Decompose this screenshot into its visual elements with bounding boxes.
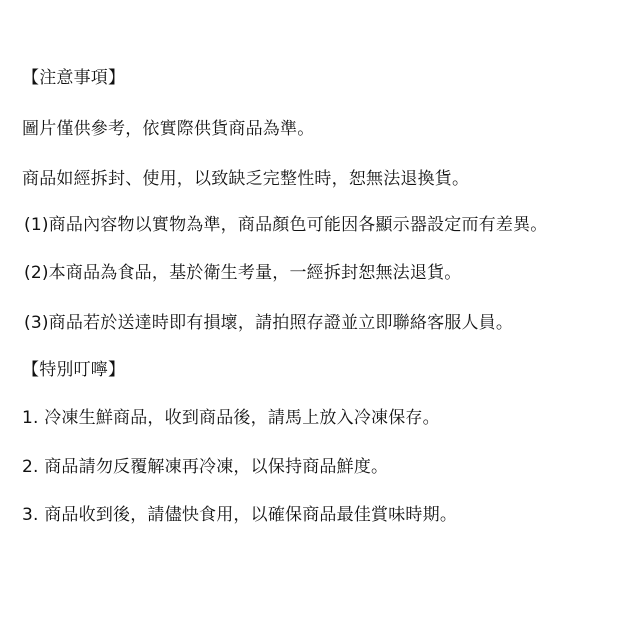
reminder-item-2: 2. 商品請勿反覆解凍再冷凍，以保持商品鮮度。 [22,457,389,477]
notice-item-2-food-hygiene: (2)本商品為食品，基於衛生考量，一經拆封恕無法退貨。 [24,263,462,283]
notice-item-1-contents: (1)商品內容物以實物為準，商品顏色可能因各顯示器設定而有差異。 [24,215,548,235]
notice-item-3-damage: (3)商品若於送達時即有損壞，請拍照存證並立即聯絡客服人員。 [24,313,514,333]
reminder-item-3: 3. 商品收到後，請儘快食用，以確保商品最佳賞味時期。 [22,505,458,525]
reminder-item-1: 1. 冷凍生鮮商品，收到商品後，請馬上放入冷凍保存。 [22,408,440,428]
reminder-heading: 【特別叮嚀】 [22,360,126,380]
notice-item-no-return-opened: 商品如經拆封、使用，以致缺乏完整性時，恕無法退換貨。 [22,169,470,189]
notice-item-image-reference: 圖片僅供參考，依實際供貨商品為準。 [22,119,315,139]
notice-heading: 【注意事項】 [22,68,126,88]
